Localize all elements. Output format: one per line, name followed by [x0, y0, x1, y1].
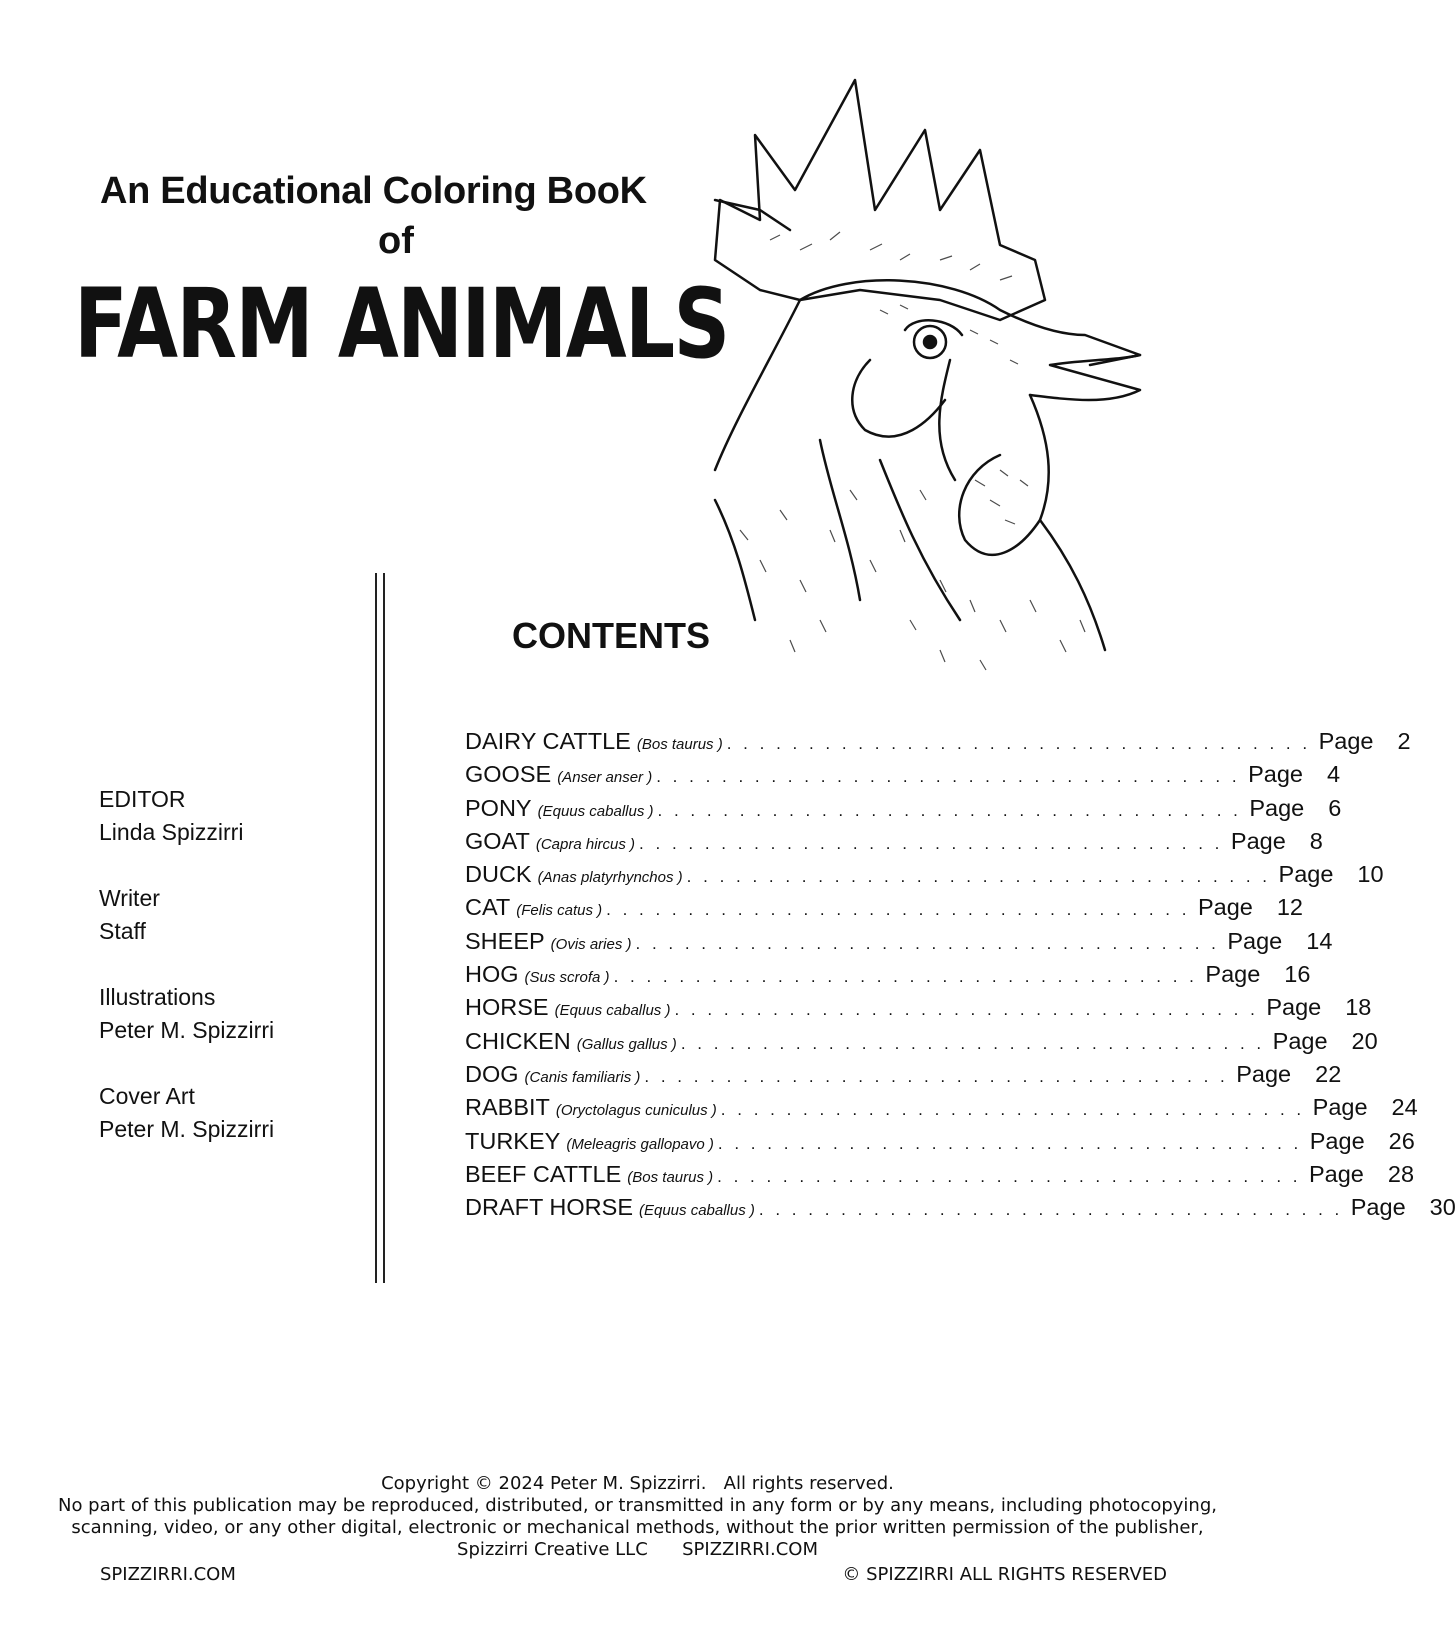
toc-scientific-name: (Equus caballus ) — [639, 1202, 755, 1220]
table-of-contents — [465, 728, 1456, 1227]
toc-leader-dots: . . . . . . . . . . . . . . . . . . . . . . . . . . . . . . . . . . . . — [686, 867, 1271, 887]
publisher-line: Spizzirri Creative LLC SPIZZIRRI.COM — [457, 1539, 818, 1560]
toc-page-number: 22 — [1315, 1060, 1342, 1087]
toc-leader-dots: . . . . . . . . . . . . . . . . . . . . . . . . . . . . . . . . . . . . — [656, 767, 1241, 787]
toc-scientific-name: (Anser anser ) — [557, 769, 653, 787]
toc-page-number: 16 — [1284, 961, 1311, 988]
toc-page-label: Page — [1205, 961, 1261, 988]
toc-animal-name: SHEEP — [465, 927, 545, 954]
toc-scientific-name: (Equus caballus ) — [554, 1002, 671, 1020]
title-line-1: An Educational Coloring BooK — [100, 170, 647, 212]
credits — [99, 783, 274, 1179]
toc-page-number: 28 — [1387, 1160, 1415, 1187]
toc-leader-dots: . . . . . . . . . . . . . . . . . . . . . . . . . . . . . . . . . . . . — [657, 800, 1242, 820]
toc-scientific-name: (Gallus gallus ) — [576, 1035, 677, 1053]
toc-page-label: Page — [1278, 861, 1334, 888]
toc-animal-name: DOG — [465, 1060, 519, 1087]
toc-leader-dots: . . . . . . . . . . . . . . . . . . . . . . . . . . . . . . . . . . . . — [720, 1100, 1305, 1120]
toc-page-label: Page — [1312, 1094, 1368, 1121]
toc-scientific-name: (Capra hircus ) — [535, 835, 636, 853]
toc-leader-dots: . . . . . . . . . . . . . . . . . . . . . . . . . . . . . . . . . . . . — [635, 933, 1220, 953]
credit-name: Peter M. Spizzirri — [99, 1116, 275, 1142]
toc-leader-dots: . . . . . . . . . . . . . . . . . . . . . . . . . . . . . . . . . . . . — [717, 1166, 1301, 1186]
toc-leader-dots: . . . . . . . . . . . . . . . . . . . . . . . . . . . . . . . . . . . . — [606, 900, 1190, 920]
toc-page-number: 8 — [1309, 827, 1323, 854]
toc-animal-name: BEEF CATTLE — [465, 1160, 622, 1187]
toc-row[interactable] — [465, 827, 1323, 861]
credit-illustrations — [99, 981, 274, 1047]
copyright-line: Copyright © 2024 Peter M. Spizzirri. All rights reserved. — [381, 1473, 894, 1494]
toc-leader-dots: . . . . . . . . . . . . . . . . . . . . . . . . . . . . . . . . . . . . — [726, 734, 1311, 753]
toc-row[interactable] — [465, 861, 1384, 894]
toc-leader-dots: . . . . . . . . . . . . . . . . . . . . . . . . . . . . . . . . . . . . — [680, 1033, 1265, 1053]
toc-row[interactable] — [465, 1060, 1342, 1094]
toc-animal-name: CAT — [465, 894, 511, 921]
toc-page-label: Page — [1308, 1160, 1364, 1187]
footer-rights: © SPIZZIRRI ALL RIGHTS RESERVED — [842, 1564, 1167, 1585]
toc-scientific-name: (Equus caballus ) — [537, 802, 654, 820]
credit-name: Peter M. Spizzirri — [99, 1017, 275, 1043]
toc-page-number: 20 — [1351, 1027, 1378, 1054]
toc-animal-name: TURKEY — [465, 1127, 561, 1154]
toc-animal-name: GOAT — [465, 827, 530, 854]
rooster-head-illustration — [700, 60, 1170, 700]
copyright-footer — [0, 1473, 1275, 1561]
credit-name: Linda Spizzirri — [99, 819, 244, 845]
toc-leader-dots: . . . . . . . . . . . . . . . . . . . . . . . . . . . . . . . . . . . . — [639, 833, 1223, 853]
toc-leader-dots: . . . . . . . . . . . . . . . . . . . . . . . . . . . . . . . . . . . . — [644, 1066, 1229, 1086]
toc-animal-name: DRAFT HORSE — [465, 1194, 633, 1221]
toc-row[interactable] — [465, 894, 1303, 927]
toc-row[interactable] — [465, 961, 1311, 994]
credit-role: Writer — [99, 885, 160, 911]
toc-page-number: 30 — [1429, 1194, 1456, 1221]
toc-page-label: Page — [1272, 1027, 1328, 1054]
toc-page-number: 14 — [1306, 927, 1333, 954]
toc-page-number: 18 — [1345, 994, 1372, 1021]
toc-scientific-name: (Sus scrofa ) — [524, 969, 610, 987]
toc-row[interactable] — [465, 1194, 1456, 1227]
footer-website: SPIZZIRRI.COM — [100, 1564, 236, 1585]
toc-scientific-name: (Canis familiaris ) — [524, 1068, 641, 1086]
toc-row[interactable] — [465, 794, 1342, 828]
toc-page-number: 2 — [1397, 728, 1411, 754]
toc-page-number: 12 — [1276, 894, 1303, 921]
toc-scientific-name: (Felis catus ) — [516, 902, 603, 920]
toc-leader-dots: . . . . . . . . . . . . . . . . . . . . . . . . . . . . . . . . . . . . — [674, 1000, 1259, 1020]
toc-leader-dots: . . . . . . . . . . . . . . . . . . . . . . . . . . . . . . . . . . . . — [613, 967, 1198, 987]
toc-row[interactable] — [465, 927, 1333, 961]
credit-role: Illustrations — [99, 984, 216, 1010]
toc-row[interactable] — [465, 994, 1372, 1027]
contents-heading: CONTENTS — [512, 615, 710, 656]
toc-page-label: Page — [1248, 761, 1303, 788]
rights-line-2: scanning, video, or any other digital, electronic or mechanical methods, without the prior written permission of the publisher, — [71, 1517, 1204, 1538]
toc-animal-name: GOOSE — [465, 761, 552, 788]
toc-animal-name: RABBIT — [465, 1094, 550, 1121]
divider-line-left — [375, 573, 377, 1283]
toc-leader-dots: . . . . . . . . . . . . . . . . . . . . . . . . . . . . . . . . . . . . — [717, 1133, 1302, 1153]
toc-animal-name: PONY — [465, 794, 532, 821]
toc-animal-name: DAIRY CATTLE — [465, 728, 631, 754]
toc-page-label: Page — [1227, 927, 1283, 954]
toc-page-number: 4 — [1326, 761, 1341, 788]
toc-row[interactable] — [465, 1127, 1415, 1161]
toc-scientific-name: (Meleagris gallopavo ) — [566, 1135, 714, 1153]
toc-animal-name: DUCK — [465, 861, 532, 888]
toc-scientific-name: (Bos taurus ) — [636, 736, 723, 753]
toc-row[interactable] — [465, 728, 1411, 761]
toc-page-number: 10 — [1357, 861, 1384, 888]
toc-page-label: Page — [1197, 894, 1253, 921]
toc-row[interactable] — [465, 1094, 1418, 1127]
toc-scientific-name: (Oryctolagus cuniculus ) — [555, 1102, 717, 1120]
toc-page-label: Page — [1230, 827, 1286, 854]
credit-name: Staff — [99, 918, 146, 944]
title-main: FARM ANIMALS — [74, 268, 729, 380]
credit-role: Cover Art — [99, 1083, 195, 1109]
toc-row[interactable] — [465, 761, 1341, 794]
toc-page-label: Page — [1318, 728, 1374, 754]
credit-writer — [99, 882, 274, 948]
toc-animal-name: CHICKEN — [465, 1027, 571, 1054]
toc-row[interactable] — [465, 1027, 1378, 1061]
toc-page-label: Page — [1350, 1194, 1406, 1221]
toc-page-label: Page — [1236, 1060, 1292, 1087]
toc-row[interactable] — [465, 1160, 1415, 1194]
toc-page-label: Page — [1266, 994, 1322, 1021]
toc-leader-dots: . . . . . . . . . . . . . . . . . . . . . . . . . . . . . . . . . . . . — [758, 1200, 1343, 1220]
toc-scientific-name: (Anas platyrhynchos ) — [537, 869, 683, 887]
toc-scientific-name: (Bos taurus ) — [627, 1168, 714, 1186]
toc-animal-name: HORSE — [465, 994, 549, 1021]
credit-cover-art — [99, 1080, 274, 1146]
toc-page-number: 26 — [1388, 1127, 1415, 1154]
toc-page-number: 24 — [1391, 1094, 1418, 1121]
toc-page-label: Page — [1249, 794, 1305, 821]
credit-role: EDITOR — [99, 786, 186, 812]
rights-line-1: No part of this publication may be reproduced, distributed, or transmitted in any form or by any means, including photocopying, — [57, 1495, 1217, 1516]
toc-page-label: Page — [1309, 1127, 1365, 1154]
toc-page-number: 6 — [1328, 794, 1342, 821]
toc-animal-name: HOG — [465, 961, 519, 988]
toc-scientific-name: (Ovis aries ) — [550, 935, 632, 953]
title-line-2: of — [378, 220, 414, 262]
credit-editor — [99, 783, 274, 849]
divider-line-right — [383, 573, 385, 1283]
